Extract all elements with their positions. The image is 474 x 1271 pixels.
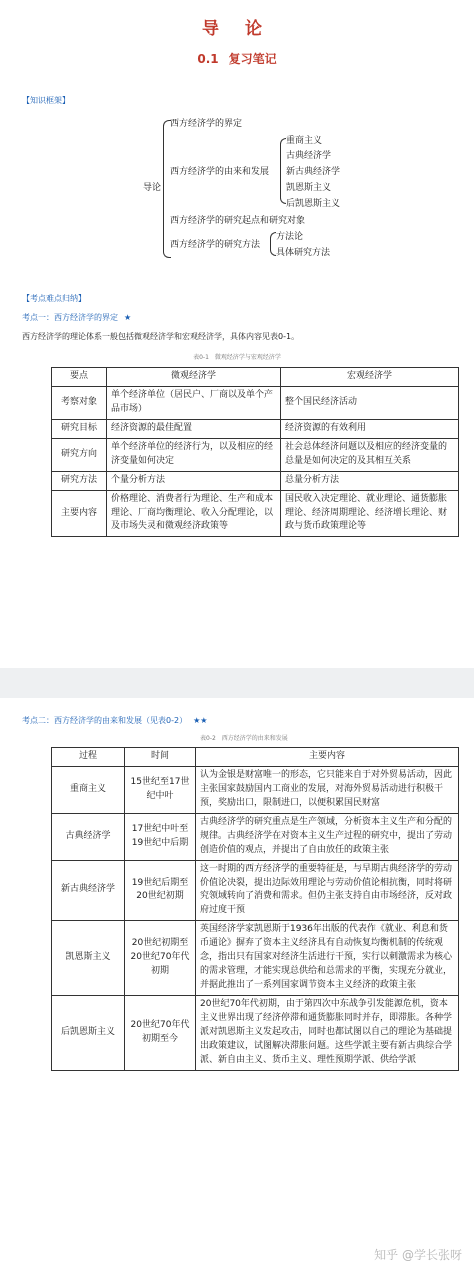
table-cell: 个量分析方法 [107,471,281,490]
table-cell-key: 主要内容 [52,490,107,537]
framework-sub-neoclassical: 新古典经济学 [286,167,341,177]
table-cell-time: 17世纪中叶至19世纪中后期 [125,813,196,860]
table-row [52,813,459,860]
table-cell-time: 20世纪70年代初期至今 [125,996,196,1071]
framework-sub-methods: 具体研究方法 [276,248,331,258]
table-header-row [52,368,459,387]
section-number: 0.1 [197,52,219,66]
table-cell-process: 凯恩斯主义 [52,921,125,996]
intro-text: 西方经济学的理论体系一般包括微观经济学和宏观经济学，具体内容见表0-1。 [22,332,300,341]
table-row [52,471,459,490]
table-cell-content: 英国经济学家凯恩斯于1936年出版的代表作《就业、利息和货币通论》摒弃了资本主义经济具有自动恢复均衡机制的传统观念，指出只有国家对经济生活进行干预，实行以刺激需求为核心的需求管理，才能实现总供给和总需求的平衡，实现充分就业，并据此推出了一系列国家调节资本主义经济的政策主张 [196,921,459,996]
table-header-cell: 时间 [125,748,196,767]
table-cell-content: 这一时期的西方经济学的重要特征是，与早期古典经济学的劳动价值论决裂，提出边际效用理论与劳动价值论相抗衡，同时将研究领域转向了消费和需求。但仍主张支持自由市场经济，反对政府过度干预 [196,860,459,921]
chapter-title: 导 论 [202,19,272,39]
table-row [52,490,459,537]
table-header-cell: 要点 [52,368,107,387]
table-2-caption: 表0-2 西方经济学的由来和发展 [200,735,288,742]
table-cell-key: 研究方向 [52,438,107,471]
table-header-row [52,748,459,767]
kaodian-1-stars: ★ [124,313,132,322]
table-cell: 单个经济单位的经济行为，以及相应的经济变量如何决定 [107,438,281,471]
table-1-caption: 表0-1 微观经济学与宏观经济学 [193,354,281,361]
table-cell-content: 20世纪70年代初期，由于第四次中东战争引发能源危机，资本主义世界出现了经济停滞和通货膨胀同时并存，即滞胀。各种学派对凯恩斯主义发起攻击，同时也都试图以自己的理论为基础提出政策建议，试图解决滞胀问题。这些学派主要有新古典综合学派、新自由主义、货币主义、理性预期学派、供给学派 [196,996,459,1071]
table-cell: 总量分析方法 [281,471,459,490]
framework-branch-1: 西方经济学的界定 [170,119,243,129]
watermark: 知乎 @学长张呀 [374,1248,462,1262]
table-cell: 价格理论、消费者行为理论、生产和成本理论、厂商均衡理论、收入分配理论，以及市场失灵和微观经济政策等 [107,490,281,537]
table-row [52,386,459,419]
table-row [52,766,459,813]
table-cell-time: 20世纪初期至20世纪70年代初期 [125,921,196,996]
table-header-cell: 主要内容 [196,748,459,767]
kaodian-2 [22,715,207,726]
table-row [52,860,459,921]
kaodian-1-title: 考点一：西方经济学的界定 [22,313,118,322]
section-label: 复习笔记 [228,52,277,66]
table-cell: 经济资源的有效利用 [281,419,459,438]
table-1 [51,367,459,537]
table-cell-key: 研究方法 [52,471,107,490]
table-cell-content: 认为金银是财富唯一的形态，它只能来自于对外贸易活动，因此主张国家鼓励国内工商业的发展，对海外贸易活动进行积极干预，奖励出口，限制进口，以便积累国民财富 [196,766,459,813]
table-row [52,996,459,1071]
framework-branch-3: 西方经济学的研究起点和研究对象 [170,216,306,226]
page-separator [0,668,474,698]
framework-root: 导论 [143,183,162,193]
framework-sub-mercantilism: 重商主义 [286,136,323,146]
kaodian-2-stars: ★★ [193,716,208,725]
framework-sub-keynesian: 凯恩斯主义 [286,183,332,193]
framework-branch-4: 西方经济学的研究方法 [170,240,261,250]
table-cell-key: 研究目标 [52,419,107,438]
difficulties-label: 【考点难点归纳】 [22,294,86,303]
table-cell-process: 新古典经济学 [52,860,125,921]
table-cell: 单个经济单位（居民户、厂商以及单个产品市场） [107,386,281,419]
table-cell: 经济资源的最佳配置 [107,419,281,438]
table-cell-content: 古典经济学的研究重点是生产领域，分析资本主义生产和分配的规律。古典经济学在对资本主义生产过程的研究中，提出了劳动创造价值的观点，并提出了自由放任的政策主张 [196,813,459,860]
framework-sub-post-keynesian: 后凯恩斯主义 [286,199,341,209]
framework-sub-methodology: 方法论 [276,232,304,242]
kaodian-2-title: 考点二：西方经济学的由来和发展（见表0-2） [22,716,188,725]
kaodian-1 [22,312,131,323]
table-header-cell: 宏观经济学 [281,368,459,387]
framework-label: 【知识框架】 [22,96,70,105]
table-cell-time: 19世纪后期至20世纪初期 [125,860,196,921]
table-cell-process: 重商主义 [52,766,125,813]
table-cell-time: 15世纪至17世纪中叶 [125,766,196,813]
table-cell: 整个国民经济活动 [281,386,459,419]
table-2 [51,747,459,1071]
table-cell-key: 考察对象 [52,386,107,419]
framework-sub-classical: 古典经济学 [286,151,332,161]
table-row [52,438,459,471]
table-header-cell: 微观经济学 [107,368,281,387]
table-cell: 国民收入决定理论、就业理论、通货膨胀理论、经济周期理论、经济增长理论、财政与货币政策理论等 [281,490,459,537]
framework-branch-2: 西方经济学的由来和发展 [170,167,270,177]
section-title [0,50,474,67]
table-row [52,419,459,438]
table-cell: 社会总体经济问题以及相应的经济变量的总量是如何决定的及其相互关系 [281,438,459,471]
table-cell-process: 后凯恩斯主义 [52,996,125,1071]
table-row [52,921,459,996]
table-header-cell: 过程 [52,748,125,767]
table-cell-process: 古典经济学 [52,813,125,860]
